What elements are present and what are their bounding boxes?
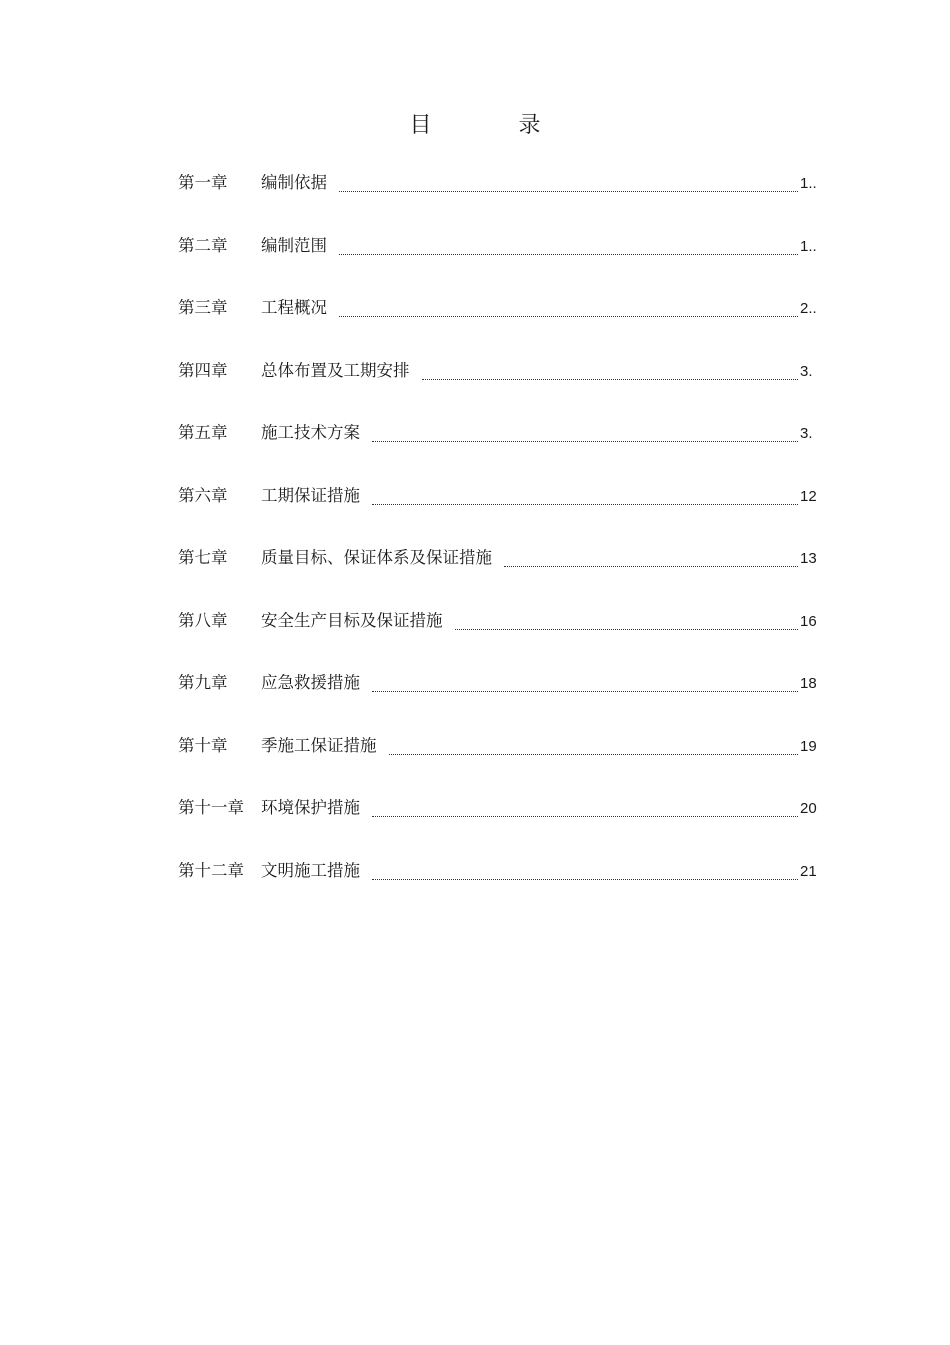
page-number: 21 (800, 862, 817, 880)
dot-leader (422, 379, 799, 380)
page-number: 3. (800, 425, 813, 442)
chapter-title: 施工技术方案 (261, 423, 360, 442)
chapter-title: 安全生产目标及保证措施 (261, 610, 443, 630)
dot-leader (504, 566, 798, 567)
chapter-number: 第九章 (178, 673, 228, 692)
chapter-title: 环境保护措施 (261, 798, 360, 817)
page-number: 1.. (800, 237, 817, 255)
toc-entry-7[interactable] (178, 545, 818, 608)
toc-entry-11[interactable] (178, 795, 818, 858)
toc-entry-1[interactable] (178, 170, 818, 233)
chapter-number: 第六章 (178, 485, 228, 505)
toc-entry-12[interactable] (178, 858, 818, 921)
chapter-title: 总体布置及工期安排 (261, 360, 410, 380)
dot-leader (339, 191, 798, 192)
chapter-title: 季施工保证措施 (261, 735, 377, 755)
chapter-title: 文明施工措施 (261, 860, 360, 880)
dot-leader (372, 879, 798, 880)
dot-leader (455, 629, 799, 630)
chapter-title: 编制范围 (261, 235, 327, 255)
page-number: 19 (800, 737, 817, 755)
dot-leader (372, 691, 798, 692)
page-number: 20 (800, 800, 817, 817)
chapter-number: 第十二章 (178, 860, 244, 880)
toc-entry-6[interactable] (178, 483, 818, 546)
page-number: 2.. (800, 300, 817, 317)
toc-entry-3[interactable] (178, 295, 818, 358)
toc-list (178, 170, 818, 920)
dot-leader (372, 441, 798, 442)
page-number: 16 (800, 612, 817, 630)
toc-entry-10[interactable] (178, 733, 818, 796)
chapter-title: 应急救援措施 (261, 673, 360, 692)
chapter-number: 第四章 (178, 360, 228, 380)
chapter-number: 第一章 (178, 173, 228, 192)
chapter-number: 第三章 (178, 298, 228, 317)
dot-leader (389, 754, 799, 755)
dot-leader (372, 504, 798, 505)
chapter-title: 工期保证措施 (261, 485, 360, 505)
toc-entry-9[interactable] (178, 670, 818, 733)
chapter-number: 第七章 (178, 548, 228, 567)
chapter-title: 质量目标、保证体系及保证措施 (261, 548, 492, 567)
chapter-number: 第十章 (178, 735, 228, 755)
chapter-number: 第十一章 (178, 798, 244, 817)
dot-leader (339, 316, 798, 317)
chapter-number: 第二章 (178, 235, 228, 255)
toc-title: 目 录 (409, 113, 581, 138)
dot-leader (339, 254, 798, 255)
chapter-title: 工程概况 (261, 298, 327, 317)
dot-leader (372, 816, 798, 817)
page-number: 13 (800, 550, 817, 567)
chapter-title: 编制依据 (261, 173, 327, 192)
page-number: 1.. (800, 175, 817, 192)
chapter-number: 第五章 (178, 423, 228, 442)
toc-entry-8[interactable] (178, 608, 818, 671)
page-number: 3. (800, 362, 813, 380)
toc-entry-5[interactable] (178, 420, 818, 483)
page-number: 18 (800, 675, 817, 692)
chapter-number: 第八章 (178, 610, 228, 630)
toc-entry-2[interactable] (178, 233, 818, 296)
toc-entry-4[interactable] (178, 358, 818, 421)
page-number: 12 (800, 487, 817, 505)
